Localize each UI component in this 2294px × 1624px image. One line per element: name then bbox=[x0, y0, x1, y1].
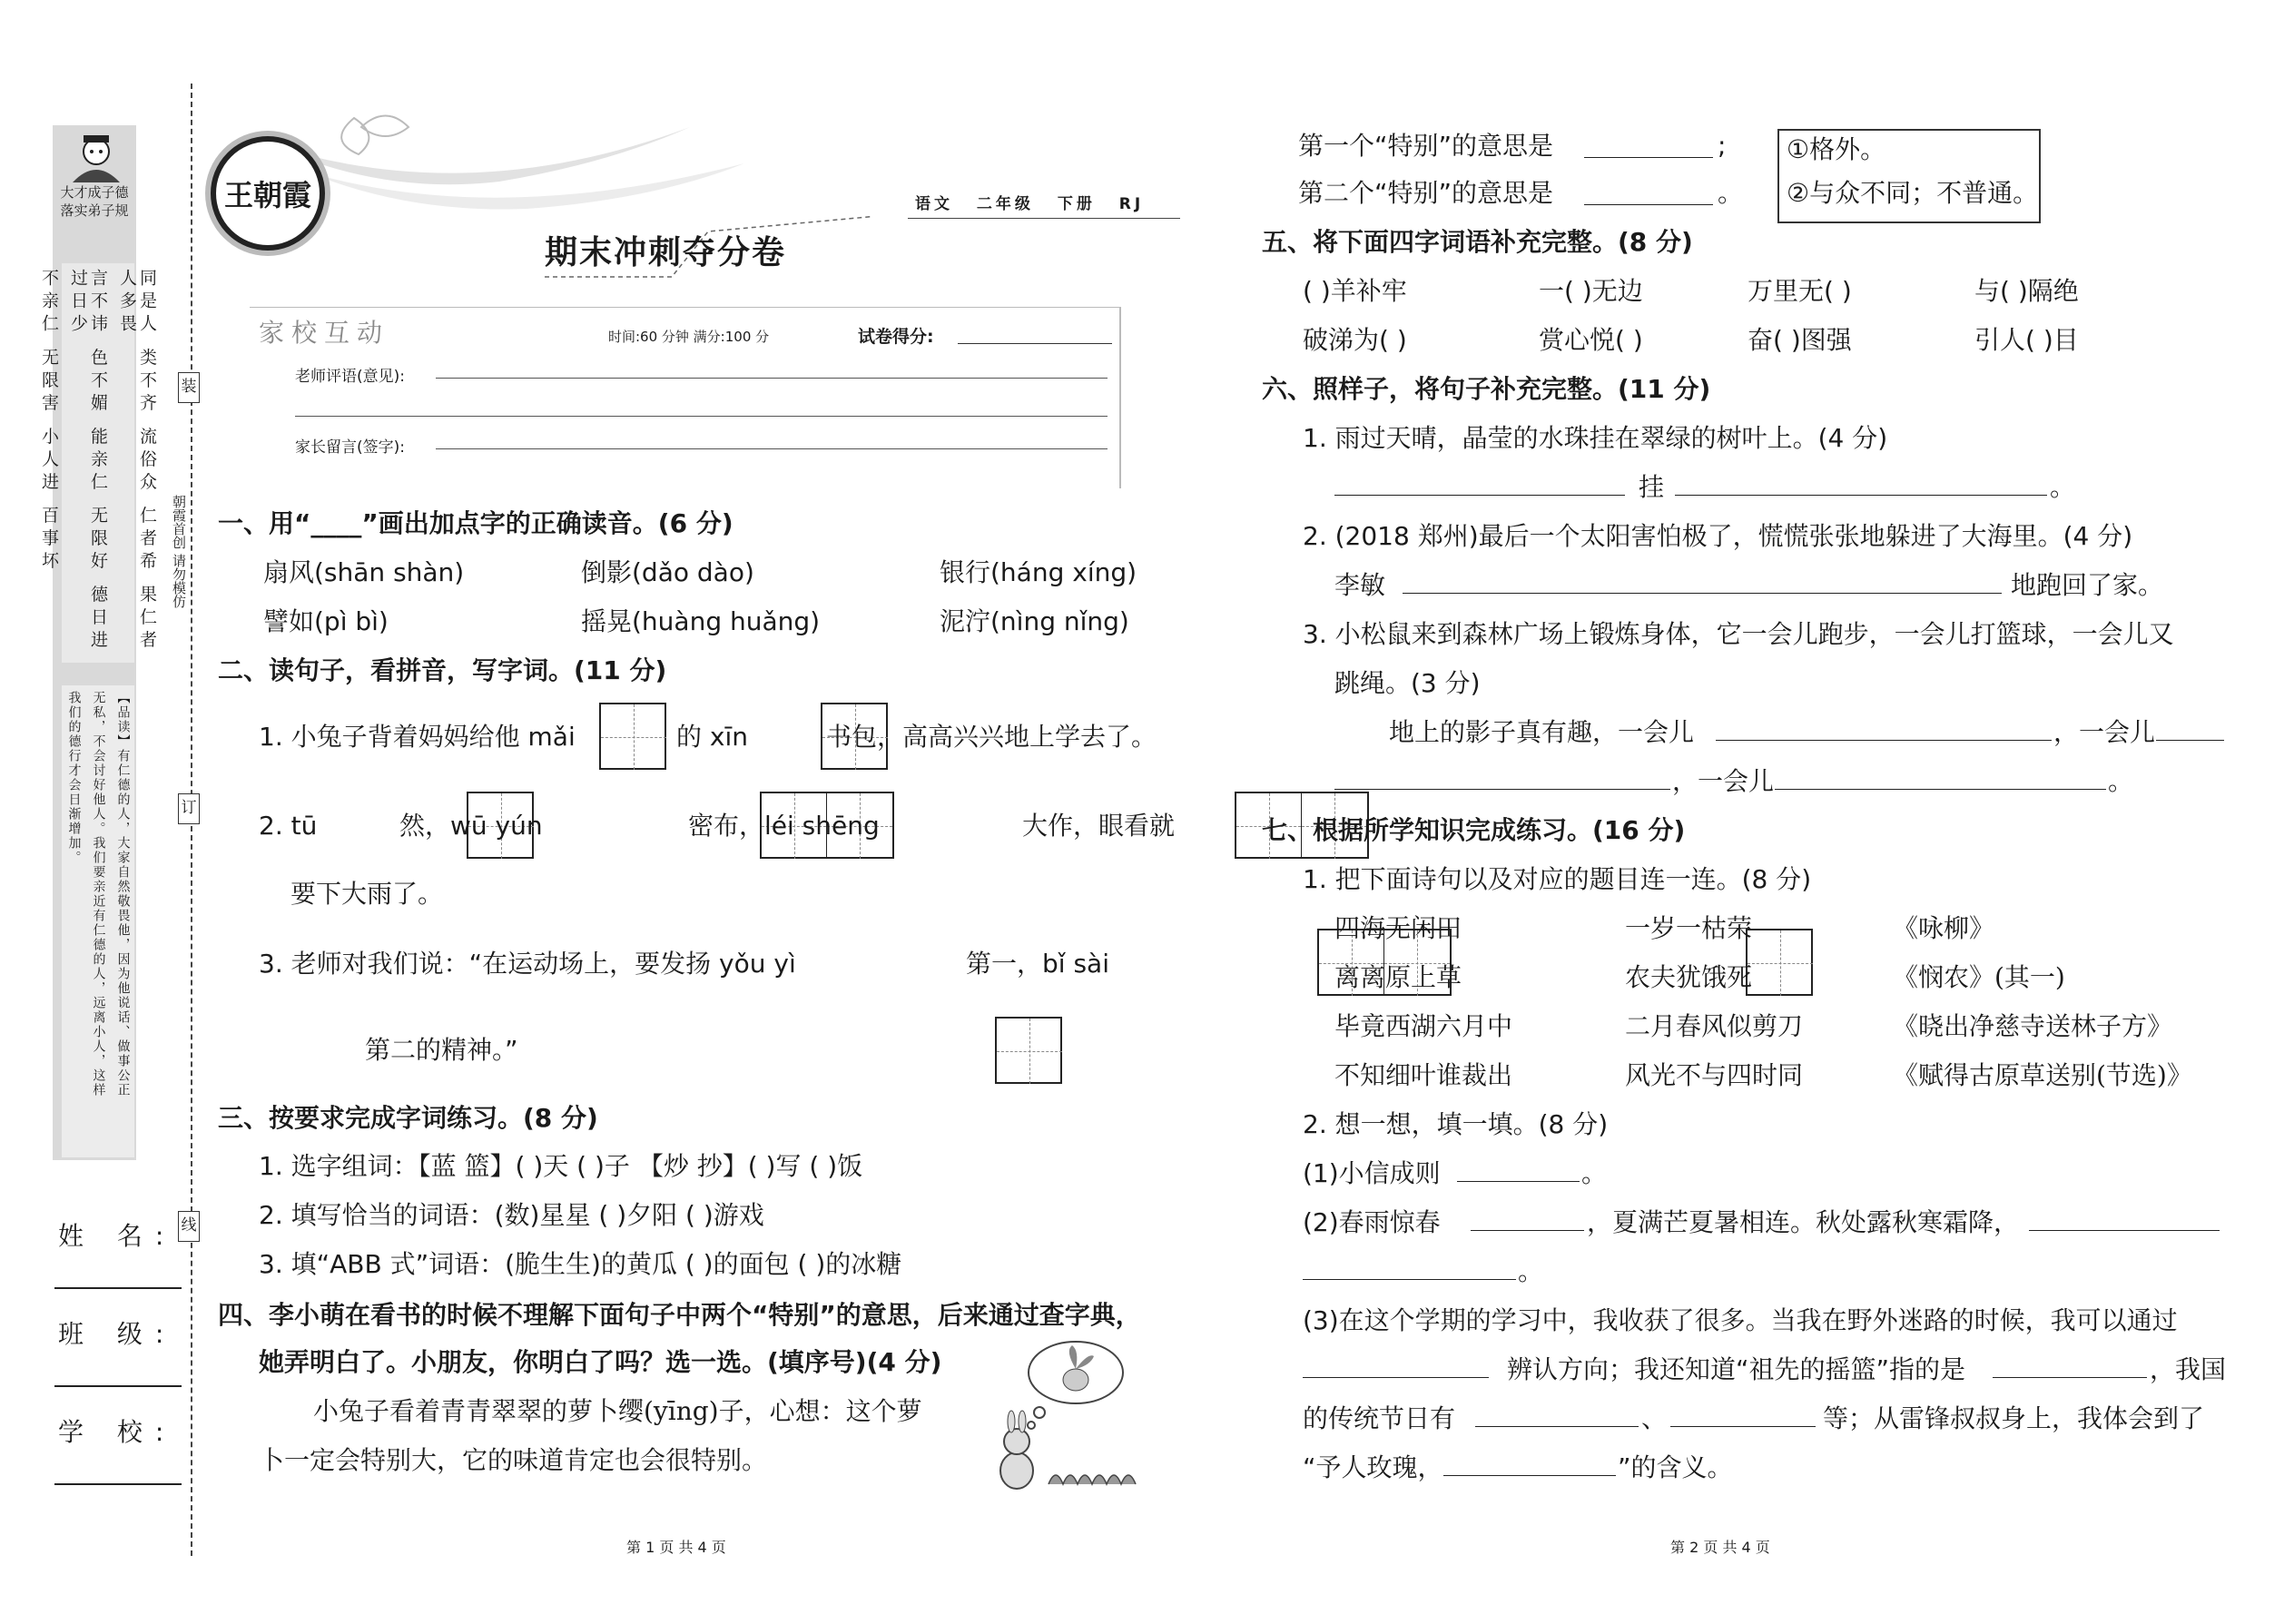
pinyin-item[interactable]: 倒影(dǎo dào) bbox=[581, 557, 754, 587]
exam-title: 期末冲刺夺分卷 bbox=[545, 233, 787, 271]
question-text: “予人玫瑰， bbox=[1303, 1452, 1443, 1482]
cut-label-ding: 订 bbox=[178, 793, 200, 824]
poem-line[interactable]: 毕竟西湖六月中 bbox=[1334, 1011, 1513, 1041]
answer-blank[interactable] bbox=[2029, 1206, 2220, 1231]
answer-blank[interactable] bbox=[1775, 764, 2106, 790]
question-text: 大作，眼看就 bbox=[1022, 811, 1176, 841]
jiaxiao-heading: 家校互动 bbox=[259, 318, 390, 348]
pinyin-item[interactable]: 扇风(shān shàn) bbox=[263, 557, 465, 587]
question-text: 第二个“特别”的意思是 bbox=[1298, 178, 1554, 208]
parent-message-field[interactable] bbox=[436, 448, 1108, 449]
section-1-title: 一、用“____”画出加点字的正确读音。(6 分) bbox=[218, 508, 733, 538]
passage-text: 卜一定会特别大，它的味道肯定也会很特别。 bbox=[259, 1445, 768, 1475]
passage-text: 小兔子看着青青翠翠的萝卜缨(yīng)子，心想：这个萝 bbox=[313, 1396, 922, 1426]
cut-note: 朝霞首创 请勿模仿 bbox=[171, 495, 187, 608]
poem-title[interactable]: 《赋得古原草送别(节选)》 bbox=[1893, 1060, 2192, 1090]
scholar-icon bbox=[64, 132, 129, 184]
question-text: 2. (2018 郑州)最后一个太阳害怕极了，慌慌张张地躲进了大海里。(4 分) bbox=[1303, 521, 2133, 551]
question-text: 书包，高高兴兴地上学去了。 bbox=[826, 722, 1157, 752]
teacher-comment-label: 老师评语(意见): bbox=[295, 368, 405, 386]
page-number: 第 2 页 共 4 页 bbox=[1670, 1539, 1770, 1556]
idiom-item[interactable]: 赏心悦( ) bbox=[1539, 325, 1643, 355]
section-7-title: 七、根据所学知识完成练习。(16 分) bbox=[1262, 815, 1686, 845]
answer-blank[interactable] bbox=[1993, 1353, 2147, 1378]
question-text: (3)在这个学期的学习中，我收获了很多。当我在野外迷路的时候，我可以通过 bbox=[1303, 1305, 2178, 1335]
book-info: 语文 二年级 下册 RJ bbox=[915, 195, 1145, 213]
section-5-title: 五、将下面四字词语补充完整。(8 分) bbox=[1262, 227, 1693, 257]
poem-line[interactable]: 四海无闲田 bbox=[1334, 913, 1462, 943]
pinyin-item[interactable]: 泥泞(nìng nǐng) bbox=[940, 606, 1129, 636]
idiom-item[interactable]: 引人( )目 bbox=[1974, 325, 2079, 355]
question-text: 3. 小松鼠来到森林广场上锻炼身体，它一会儿跑步，一会儿打篮球，一会儿又 bbox=[1303, 619, 2174, 649]
cut-label-xian: 线 bbox=[178, 1211, 200, 1242]
question-text: 2. tū bbox=[259, 811, 318, 841]
pindu-note bbox=[62, 685, 134, 1157]
answer-blank[interactable] bbox=[1334, 764, 1670, 790]
class-label: 班 级: bbox=[58, 1319, 177, 1349]
answer-blank[interactable] bbox=[1584, 182, 1713, 205]
publisher-logo: 王朝霞 bbox=[211, 136, 325, 251]
section-3-title: 三、按要求完成字词练习。(8 分) bbox=[218, 1103, 598, 1133]
answer-blank[interactable] bbox=[1303, 1255, 1516, 1280]
punct: ; bbox=[1718, 131, 1727, 161]
question-text: 密布，léi shēng bbox=[688, 811, 880, 841]
question-text: 地上的影子真有趣，一会儿 bbox=[1389, 717, 1695, 747]
section-4-title: 四、李小萌在看书的时候不理解下面句子中两个“特别”的意思，后来通过查字典， bbox=[218, 1300, 1141, 1330]
answer-blank[interactable] bbox=[1403, 568, 2002, 594]
question-text: 第二的精神。” bbox=[365, 1035, 518, 1065]
section-2-title: 二、读句子，看拼音，写字词。(11 分) bbox=[218, 655, 667, 685]
question-text: ，我国 bbox=[2150, 1354, 2227, 1384]
poem-line[interactable]: 风光不与四时同 bbox=[1625, 1060, 1804, 1090]
poem-title[interactable]: 《晓出净慈寺送林子方》 bbox=[1893, 1011, 2173, 1041]
punct: 。 bbox=[1718, 178, 1744, 208]
question-text: 挂 bbox=[1639, 472, 1665, 502]
score-label: 试卷得分: bbox=[858, 327, 934, 347]
question-text: 的传统节日有 bbox=[1303, 1403, 1456, 1433]
question-text[interactable]: 3. 填“ABB 式”词语：(脆生生)的黄瓜 ( )的面包 ( )的冰糖 bbox=[259, 1249, 902, 1279]
question-text: 要下大雨了。 bbox=[290, 879, 444, 909]
pinyin-item[interactable]: 譬如(pì bì) bbox=[263, 606, 389, 636]
cut-label-zhuang: 装 bbox=[178, 372, 200, 403]
rabbit-illustration bbox=[989, 1334, 1171, 1493]
punct: 。 bbox=[1581, 1158, 1608, 1188]
question-text: ，夏满芒夏暑相连。秋处露秋寒霜降， bbox=[1587, 1207, 2020, 1237]
question-text: ，一会儿 bbox=[1672, 766, 1775, 796]
question-text: 1. 雨过天晴，晶莹的水珠挂在翠绿的树叶上。(4 分) bbox=[1303, 423, 1888, 453]
pindu-col: 无私，不会讨好他人。我们要亲近有仁德的人，远离小人，这样 bbox=[91, 691, 106, 1097]
question-text: 1. 把下面诗句以及对应的题目连一连。(8 分) bbox=[1303, 864, 1812, 894]
question-text: (1)小信成则 bbox=[1303, 1158, 1441, 1188]
answer-blank[interactable] bbox=[1303, 1353, 1489, 1378]
poem-line[interactable]: 农夫犹饿死 bbox=[1625, 962, 1753, 992]
school-field[interactable] bbox=[54, 1483, 182, 1485]
class-field[interactable] bbox=[54, 1385, 182, 1387]
punct: 。 bbox=[2050, 472, 2076, 502]
answer-blank[interactable] bbox=[2156, 715, 2224, 741]
idiom-item[interactable]: 破涕为( ) bbox=[1303, 325, 1407, 355]
writing-grid[interactable] bbox=[599, 703, 666, 770]
question-text: 然，wū yún bbox=[399, 811, 543, 841]
name-field[interactable] bbox=[54, 1287, 182, 1289]
pindu-col: 【品读】有仁德的人，大家自然敬畏他，因为他说话、做事公正 bbox=[115, 691, 131, 1097]
dizigui-passage bbox=[39, 263, 157, 663]
dizigui-col: 同是人 类不齐 流俗众 仁者希 果仁者 人多畏 bbox=[117, 269, 157, 654]
time-info: 时间:60 分钟 满分:100 分 bbox=[608, 329, 770, 345]
answer-blank[interactable] bbox=[1675, 470, 2047, 496]
pinyin-item[interactable]: 摇晃(huàng huǎng) bbox=[581, 606, 821, 636]
score-field[interactable] bbox=[958, 343, 1112, 344]
answer-blank[interactable] bbox=[1471, 1206, 1584, 1231]
question-text: 李敏 bbox=[1334, 570, 1386, 600]
poem-title[interactable]: 《悯农》(其一) bbox=[1893, 962, 2065, 992]
dizigui-col: 不亲仁 无限害 小人进 百事坏 bbox=[39, 269, 59, 575]
question-text: 2. 想一想，填一填。(8 分) bbox=[1303, 1109, 1609, 1139]
name-label: 姓 名: bbox=[58, 1221, 177, 1251]
poem-line[interactable]: 一岁一枯荣 bbox=[1625, 913, 1753, 943]
question-text: 第一个“特别”的意思是 bbox=[1298, 131, 1554, 161]
teacher-comment-field-2[interactable] bbox=[295, 416, 1108, 417]
page-number: 第 1 页 共 4 页 bbox=[626, 1539, 726, 1556]
idiom-item[interactable]: 万里无( ) bbox=[1748, 276, 1852, 306]
punct: 。 bbox=[1518, 1256, 1544, 1286]
punct: 。 bbox=[2108, 766, 2134, 796]
section-6-title: 六、照样子，将句子补充完整。(11 分) bbox=[1262, 374, 1711, 404]
poem-title[interactable]: 《咏柳》 bbox=[1893, 913, 1995, 943]
poem-line[interactable]: 不知细叶谁裁出 bbox=[1334, 1060, 1513, 1090]
question-text: 等；从雷锋叔叔身上，我体会到了 bbox=[1823, 1403, 2205, 1433]
poem-line[interactable]: 离离原上草 bbox=[1334, 962, 1462, 992]
question-text: 跳绳。(3 分) bbox=[1334, 668, 1481, 698]
choice-option: ①格外。 bbox=[1787, 134, 1886, 164]
question-text: 地跑回了家。 bbox=[2011, 570, 2164, 600]
school-label: 学 校: bbox=[58, 1417, 177, 1447]
question-text: 1. 小兔子背着妈妈给他 mǎi bbox=[259, 722, 576, 752]
parent-message-label: 家长留言(签字): bbox=[295, 438, 405, 457]
question-text: 的 xīn bbox=[676, 722, 748, 752]
question-text[interactable]: 1. 选字组词：【蓝 篮】( )天 ( )子 【炒 抄】( )写 ( )饭 bbox=[259, 1151, 863, 1181]
answer-blank[interactable] bbox=[1584, 134, 1713, 158]
teacher-comment-field[interactable] bbox=[436, 378, 1108, 379]
idiom-item[interactable]: ( )羊补牢 bbox=[1303, 276, 1407, 306]
question-text: 第一，bǐ sài bbox=[966, 949, 1109, 979]
question-text: 辨认方向；我还知道“祖先的摇篮”指的是 bbox=[1507, 1354, 1966, 1384]
binding-motto: 大才成子德 落实弟子规 bbox=[60, 184, 129, 219]
idiom-item[interactable]: 奋( )图强 bbox=[1748, 325, 1852, 355]
answer-blank[interactable] bbox=[1716, 715, 2052, 741]
pinyin-item[interactable]: 银行(háng xíng) bbox=[940, 557, 1137, 587]
answer-blank[interactable] bbox=[1334, 470, 1625, 496]
idiom-item[interactable]: 与( )隔绝 bbox=[1974, 276, 2079, 306]
writing-grid[interactable] bbox=[995, 1017, 1062, 1084]
section-4-title-cont: 她弄明白了。小朋友，你明白了吗？选一选。(填序号)(4 分) bbox=[259, 1347, 942, 1377]
question-text[interactable]: 2. 填写恰当的词语：(数)星星 ( )夕阳 ( )游戏 bbox=[259, 1200, 764, 1230]
answer-blank[interactable] bbox=[1443, 1451, 1616, 1476]
dizigui-col: 言不讳 色不媚 能亲仁 无限好 德日进 过日少 bbox=[68, 269, 108, 654]
poem-line[interactable]: 二月春风似剪刀 bbox=[1625, 1011, 1804, 1041]
header-rule bbox=[908, 218, 1180, 219]
pindu-col: 我们的德行才会日渐增加。 bbox=[66, 691, 82, 865]
choice-box bbox=[1777, 129, 2041, 223]
idiom-item[interactable]: 一( )无边 bbox=[1539, 276, 1643, 306]
question-text: ，一会儿 bbox=[2053, 717, 2156, 747]
answer-blank[interactable] bbox=[1475, 1402, 1639, 1427]
writing-grid[interactable] bbox=[1746, 929, 1813, 996]
question-text: (2)春雨惊春 bbox=[1303, 1207, 1441, 1237]
question-text: 3. 老师对我们说：“在运动场上，要发扬 yǒu yì bbox=[259, 949, 796, 979]
question-text: 、 bbox=[1641, 1403, 1668, 1433]
choice-option: ②与众不同；不普通。 bbox=[1787, 178, 2039, 208]
answer-blank[interactable] bbox=[1457, 1156, 1580, 1182]
question-text: ”的含义。 bbox=[1618, 1452, 1733, 1482]
answer-blank[interactable] bbox=[1670, 1402, 1816, 1427]
